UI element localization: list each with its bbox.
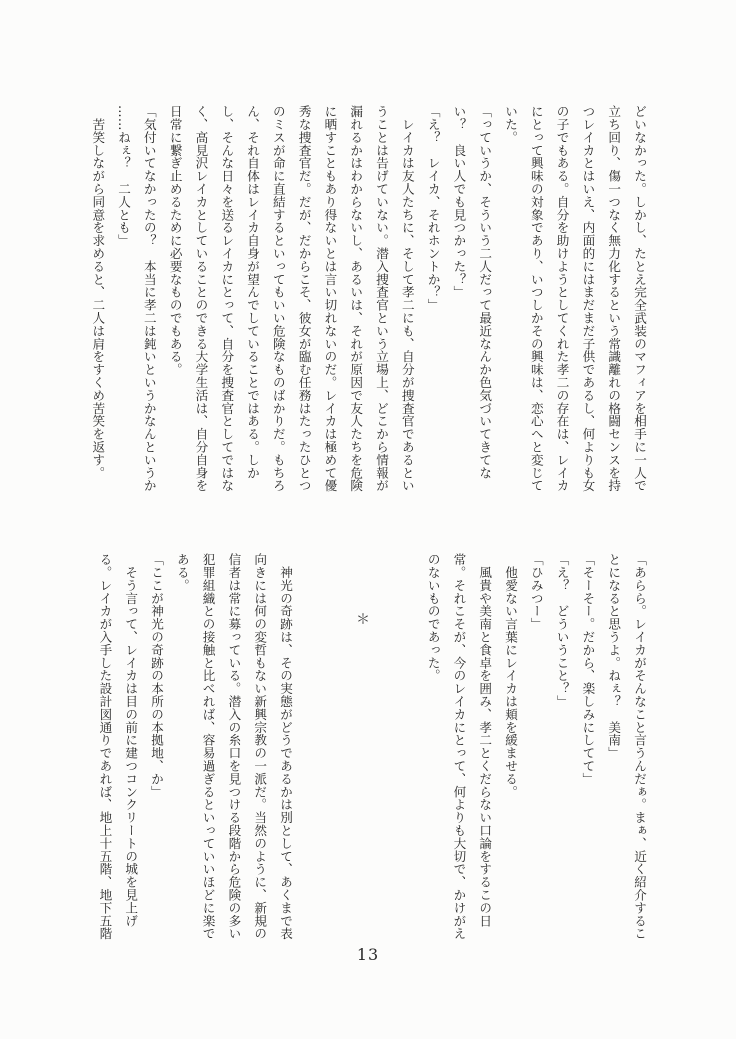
text-column: 犯罪組織との接触と比べれば、容易過ぎるといっていいほどに楽で bbox=[200, 553, 216, 940]
text-column: 「え？ どういうこと？」 bbox=[554, 553, 570, 708]
text-column: 常。それこそが、今のレイカにとって、何よりも大切で、かけがえ bbox=[451, 553, 467, 940]
text-column: の子でもある。自分を助けようとしてくれた孝二の存在は、レイカ bbox=[554, 105, 570, 492]
text-column: ……ねぇ？ 二人とも」 bbox=[116, 105, 132, 247]
section-break-asterisk: ＊ bbox=[356, 612, 370, 628]
text-column: にとって興味の対象であり、いつしかその興味は、恋心へと変じて bbox=[528, 105, 544, 492]
text-column: 日常に繋ぎ止めるために必要なものでもある。 bbox=[167, 105, 183, 376]
text-column: い？ 良い人でも見つかった？」 bbox=[451, 105, 467, 299]
text-column: とになると思うよ。ねぇ？ 美南」 bbox=[606, 553, 622, 760]
text-column: し、そんな日々を送るレイカにとって、自分を捜査官としてではな bbox=[219, 105, 235, 492]
text-column: 他愛ない言葉にレイカは頬を緩ませる。 bbox=[503, 553, 519, 799]
text-column: つレイカとはいえ、内面的にはまだまだ子供であるし、何よりも女 bbox=[580, 105, 596, 492]
text-column: 「そーそー。だから、楽しみにしてて」 bbox=[580, 553, 596, 786]
text-column: 「ひみつー」 bbox=[528, 553, 544, 631]
text-column: 向きには何の変哲もない新興宗教の一派だ。当然のように、新規の bbox=[252, 553, 268, 940]
text-column: 漏れるかはわからないし、あるいは、それが原因で友人たちを危険 bbox=[348, 105, 364, 492]
paragraph-block-middle bbox=[420, 553, 652, 953]
text-column: のないものであった。 bbox=[425, 553, 441, 682]
text-column: 「あらら。レイカがそんなこと言うんだぁ。まぁ、近く紹介するこ bbox=[632, 553, 647, 940]
text-column: 神光の奇跡は、その実態がどうであるかは別として、あくまで表 bbox=[278, 553, 293, 940]
text-column: のミスが命に直結するといってもいい危険なものばかりだ。もちろ bbox=[270, 105, 286, 492]
text-column: 「ここが神光の奇跡の本所の本拠地、か」 bbox=[149, 553, 165, 799]
text-column: 風貴や美南と食卓を囲み、孝二とくだらない口論をするこの日 bbox=[477, 553, 493, 928]
text-column: ん、それ自体はレイカ自身が望んでしていることではある。しか bbox=[245, 105, 261, 480]
text-column: うことは告げていない。潜入捜査官という立場上、どこから情報が bbox=[374, 105, 390, 492]
text-column: く、高見沢レイカとしていることのできる大学生活は、自分自身を bbox=[193, 105, 209, 492]
text-column: 苦笑しながら同意を求めると、二人は肩をすくめ苦笑を返す。 bbox=[90, 105, 106, 480]
text-column: に晒すこともあり得ないとは言い切れないのだ。レイカは極めて優 bbox=[322, 105, 338, 492]
text-column: 「っていうか、そういう二人だって最近なんか色気づいてきてな bbox=[477, 105, 493, 480]
paragraph-block-top bbox=[84, 105, 652, 505]
text-column: 秀な捜査官だ。だが、だからこそ、彼女が臨む任務はたったひとつ bbox=[296, 105, 312, 492]
text-column: 「気付いてなかったの？ 本当に孝二は鈍いというかなんというか bbox=[141, 105, 157, 492]
text-column: どいなかった。しかし、たとえ完全武装のマフィアを相手に一人で bbox=[632, 105, 647, 492]
text-column: いた。 bbox=[503, 105, 519, 144]
text-column: そう言って、レイカは目の前に建つコンクリートの城を見上げ bbox=[123, 553, 139, 928]
page-number: 13 bbox=[356, 945, 380, 964]
text-column: 「え？ レイカ、それホントか？」 bbox=[425, 105, 441, 312]
text-column: 信者は常に募っている。潜入の糸口を見つける段階から危険の多い bbox=[226, 553, 242, 940]
text-column: レイカは友人たちに、そして孝二にも、自分が捜査官であるとい bbox=[399, 105, 415, 492]
text-column: 立ち回り、傷一つなく無力化するという常識離れの格闘センスを持 bbox=[606, 105, 622, 492]
text-column: ある。 bbox=[174, 553, 190, 592]
paragraph-block-bottom bbox=[92, 553, 298, 953]
text-column: る。レイカが入手した設計図通りであれば、地上十五階、地下五階 bbox=[97, 553, 113, 940]
